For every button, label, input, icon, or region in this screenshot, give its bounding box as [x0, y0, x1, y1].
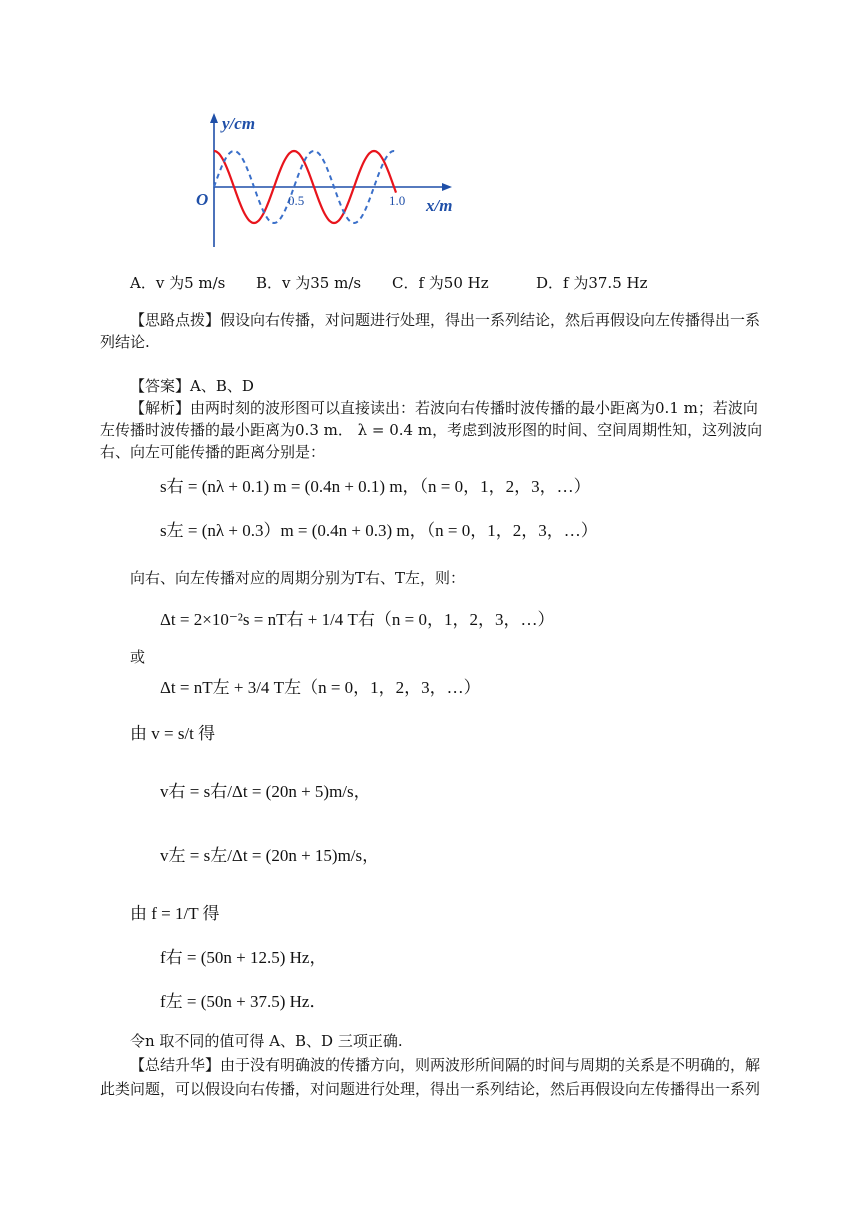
hint-line-2: 列结论.	[100, 333, 150, 351]
option-a: A．v 为5 m/s	[130, 274, 226, 292]
equation-v-left: v左 = s左/Δt = (20n + 15)m/s，	[160, 846, 380, 865]
period-intro: 向右、向左传播对应的周期分别为T右、T左，则：	[130, 569, 466, 587]
hint-line-1: 【思路点拨】假设向右传播，对问题进行处理，得出一系列结论，然后再假设向左传播得出一系	[130, 311, 761, 329]
analysis-line-2: 左传播时波传播的最小距离为0.3 m． λ = 0.4 m，考虑到波形图的时间、空间周期性知，这列波向	[100, 421, 763, 439]
analysis-line-1: 【解析】由两时刻的波形图可以直接读出：若波向右传播时波传播的最小距离为0.1 m；若波向	[130, 399, 758, 417]
equation-s-left: s左 = (nλ + 0.3）m = (0.4n + 0.3) m，（n = 0，1，2，3，…）	[160, 521, 598, 540]
equation-f-left: f左 = (50n + 37.5) Hz．	[160, 992, 327, 1011]
tick-label-0.5: 0.5	[288, 193, 305, 208]
tick-label-1.0: 1.0	[389, 193, 406, 208]
equation-dt-right: Δt = 2×10⁻²s = nT右 + 1/4 T右（n = 0，1，2，3，…）	[160, 610, 555, 629]
equation-s-right: s右 = (nλ + 0.1) m = (0.4n + 0.1) m，（n = 0，1，2，3，…）	[160, 477, 591, 496]
wave-figure	[190, 105, 470, 255]
by-f-text: 由 f = 1/T 得	[130, 904, 220, 923]
equation-dt-left: Δt = nT左 + 3/4 T左（n = 0，1，2，3，…）	[160, 678, 481, 697]
conclusion: 令n 取不同的值可得 A、B、D 三项正确.	[130, 1032, 403, 1050]
origin-label: O	[196, 190, 209, 209]
summary-line-2: 此类问题，可以假设向右传播，对问题进行处理，得出一系列结论，然后再假设向左传播得出一系列	[100, 1080, 761, 1098]
option-d: D．f 为37.5 Hz	[536, 274, 648, 292]
by-v-text: 由 v = s/t 得	[130, 724, 216, 743]
option-c: C．f 为50 Hz	[392, 274, 489, 292]
equation-v-right: v右 = s右/Δt = (20n + 5)m/s，	[160, 782, 371, 801]
y-axis	[210, 113, 218, 247]
answer: 【答案】A、B、D	[130, 377, 254, 395]
y-axis-label: y/cm	[222, 114, 256, 133]
analysis-line-3: 右、向左可能传播的距离分别是：	[100, 443, 326, 461]
x-axis-label: x/m	[426, 196, 453, 215]
summary-line-1: 【总结升华】由于没有明确波的传播方向，则两波形所间隔的时间与周期的关系是不明确的，解	[130, 1056, 761, 1074]
option-b: B．v 为35 m/s	[256, 274, 362, 292]
equation-f-right: f右 = (50n + 12.5) Hz，	[160, 948, 327, 967]
or-text: 或	[130, 648, 146, 666]
